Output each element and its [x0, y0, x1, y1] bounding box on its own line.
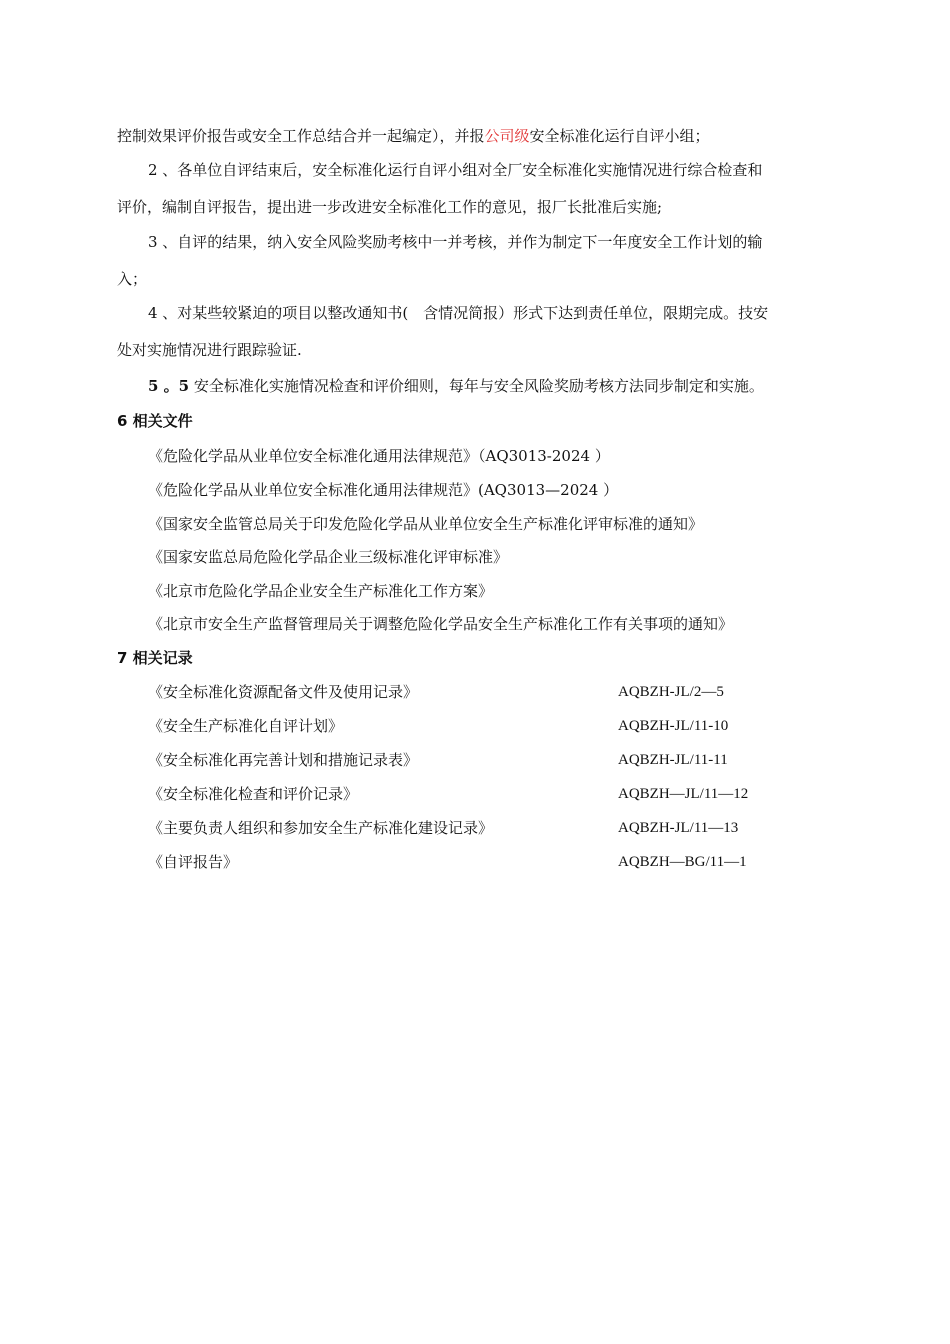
paragraph-2-line-1: 2 、各单位自评结束后，安全标准化运行自评小组对全厂安全标准化实施情况进行综合检查和 — [148, 161, 763, 179]
record-code: AQBZH-JL/11-10 — [618, 718, 729, 734]
section-6-heading: 6 相关文件 — [117, 412, 193, 430]
p1-highlight-company-level: 公司级 — [484, 127, 530, 145]
record-name: 《安全标准化检查和评价记录》 — [148, 785, 359, 803]
paragraph-4-line-1: 4 、对某些较紧迫的项目以整改通知书( 含情况简报）形式下达到责任单位，限期完成。技安 — [148, 304, 769, 322]
record-name: 《自评报告》 — [148, 853, 239, 871]
p5-number: 5 。5 — [148, 377, 190, 395]
related-doc-item: 《国家安全监管总局关于印发危险化学品从业单位安全生产标准化评审标准的通知》 — [148, 515, 704, 533]
related-doc-item: 《危险化学品从业单位安全标准化通用法律规范》(AQ3013—2024 ） — [148, 481, 619, 499]
related-doc-item: 《国家安监总局危险化学品企业三级标准化评审标准》 — [148, 548, 509, 566]
paragraph-3-line-1: 3 、自评的结果，纳入安全风险奖励考核中一并考核，并作为制定下一年度安全工作计划的输 — [148, 233, 763, 251]
record-name: 《安全标准化再完善计划和措施记录表》 — [148, 751, 419, 769]
p1-text-b: ，并报 — [439, 127, 485, 145]
paragraph-3-line-2: 入； — [117, 270, 148, 288]
related-doc-item: 《北京市安全生产监督管理局关于调整危险化学品安全生产标准化工作有关事项的通知》 — [148, 615, 734, 633]
record-code: AQBZH—JL/11—12 — [618, 786, 749, 802]
paragraph-2-line-2: 评价，编制自评报告，提出进一步改进安全标准化工作的意见，报厂长批准后实施; — [117, 198, 663, 216]
record-name: 《安全生产标准化自评计划》 — [148, 717, 344, 735]
related-doc-item: 《北京市危险化学品企业安全生产标准化工作方案》 — [148, 582, 494, 600]
record-code: AQBZH-JL/11-11 — [618, 752, 728, 768]
paragraph-5 — [148, 376, 868, 396]
p5-text: 安全标准化实施情况检查和评价细则，每年与安全风险奖励考核方法同步制定和实施。 — [193, 377, 764, 395]
paragraph-1-line-1 — [117, 126, 837, 146]
record-name: 《安全标准化资源配备文件及使用记录》 — [148, 683, 419, 701]
record-code: AQBZH—BG/11—1 — [618, 854, 747, 870]
record-code: AQBZH-JL/11—13 — [618, 820, 739, 836]
p1-text-a: 控制效果评价报告或安全工作总结合并一起编定） — [117, 127, 440, 145]
record-name: 《主要负责人组织和参加安全生产标准化建设记录》 — [148, 819, 494, 837]
related-doc-item: 《危险化学品从业单位安全标准化通用法律规范》（AQ3013-2024 ） — [148, 447, 610, 465]
p1-text-c: 安全标准化运行自评小组； — [529, 127, 710, 145]
paragraph-4-line-2: 处对实施情况进行跟踪验证. — [117, 341, 302, 359]
record-code: AQBZH-JL/2—5 — [618, 684, 724, 700]
section-7-heading: 7 相关记录 — [117, 649, 193, 667]
